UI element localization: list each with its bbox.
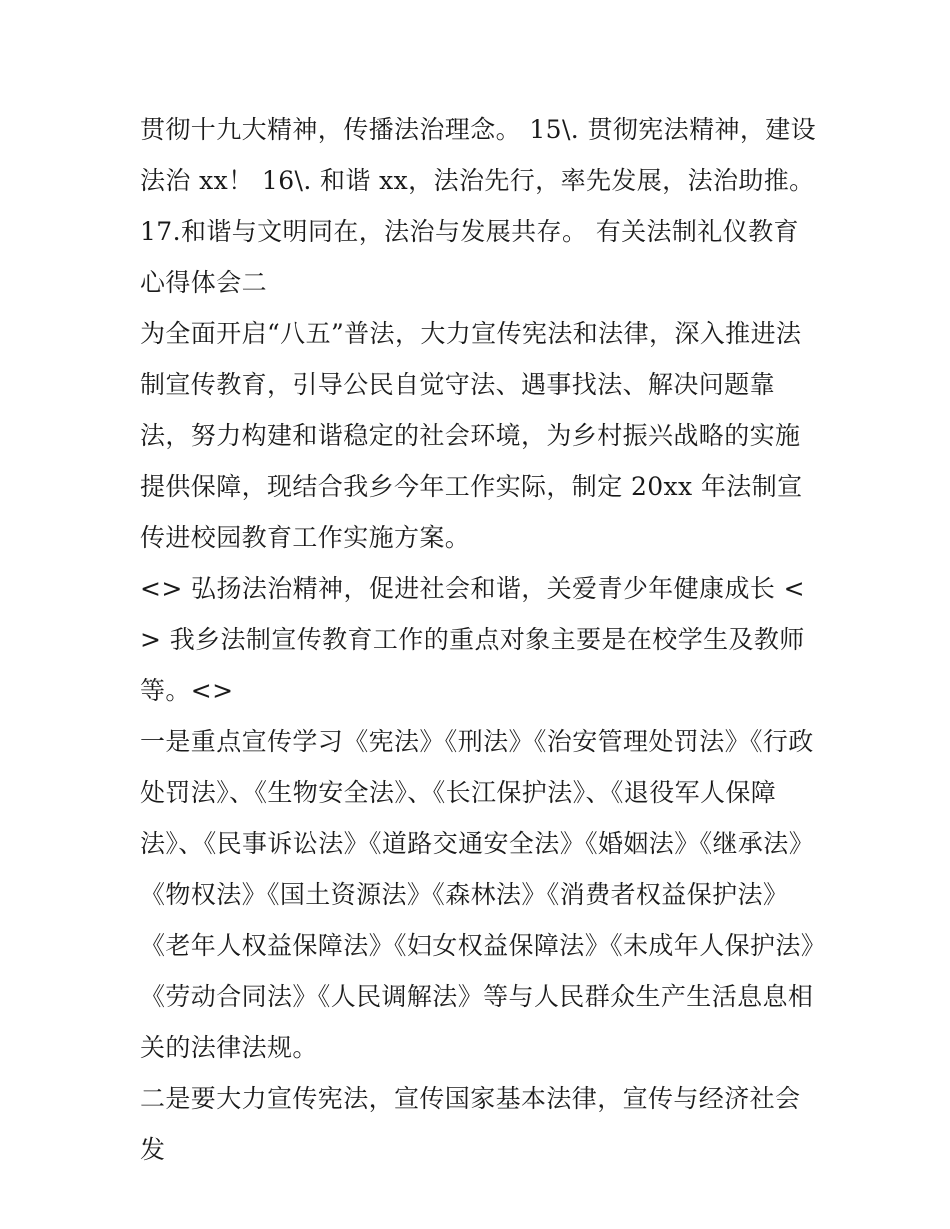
document-body [140,104,820,1175]
paragraph-point-one: 一是重点宣传学习《宪法》《刑法》《治安管理处罚法》《行政处罚法》、《生物安全法》、《长江保护法》、《退役军人保障法》、《民事诉讼法》《道路交通安全法》《婚姻法》《继承法》《物权法》《国土资源法》《森林法》《消费者权益保护法》《老年人权益保障法》《妇女权益保障法》《未成年人保护法》《劳动合同法》《人民调解法》等与人民群众生产生活息息相关的法律法规。 [140,727,815,1062]
paragraph-intro: 为全面开启“八五”普法，大力宣传宪法和法律，深入推进法制宣传教育，引导公民自觉守法、遇事找法、解决问题靠法，努力构建和谐稳定的社会环境，为乡村振兴战略的实施提供保障，现结合我乡今年工作实际，制定 20xx 年法制宣传进校园教育工作实施方案。 [140,319,803,552]
paragraph-heading: 17.和谐与文明同在，法治与发展共存。 有关法制礼仪教育心得体会二 [140,217,799,297]
paragraph-theme: <> 弘扬法治精神，促进社会和谐，关爱青少年健康成长 <> 我乡法制宣传教育工作的重点对象主要是在校学生及教师等。<> [140,574,805,705]
paragraph-point-two: 二是要大力宣传宪法，宣传国家基本法律，宣传与经济社会发 [140,1084,801,1164]
paragraph-slogans: 贯彻十九大精神，传播法治理念。 15\. 贯彻宪法精神，建设法治 xx！ 16\. 和谐 xx，法治先行，率先发展，法治助推。 [140,115,817,195]
